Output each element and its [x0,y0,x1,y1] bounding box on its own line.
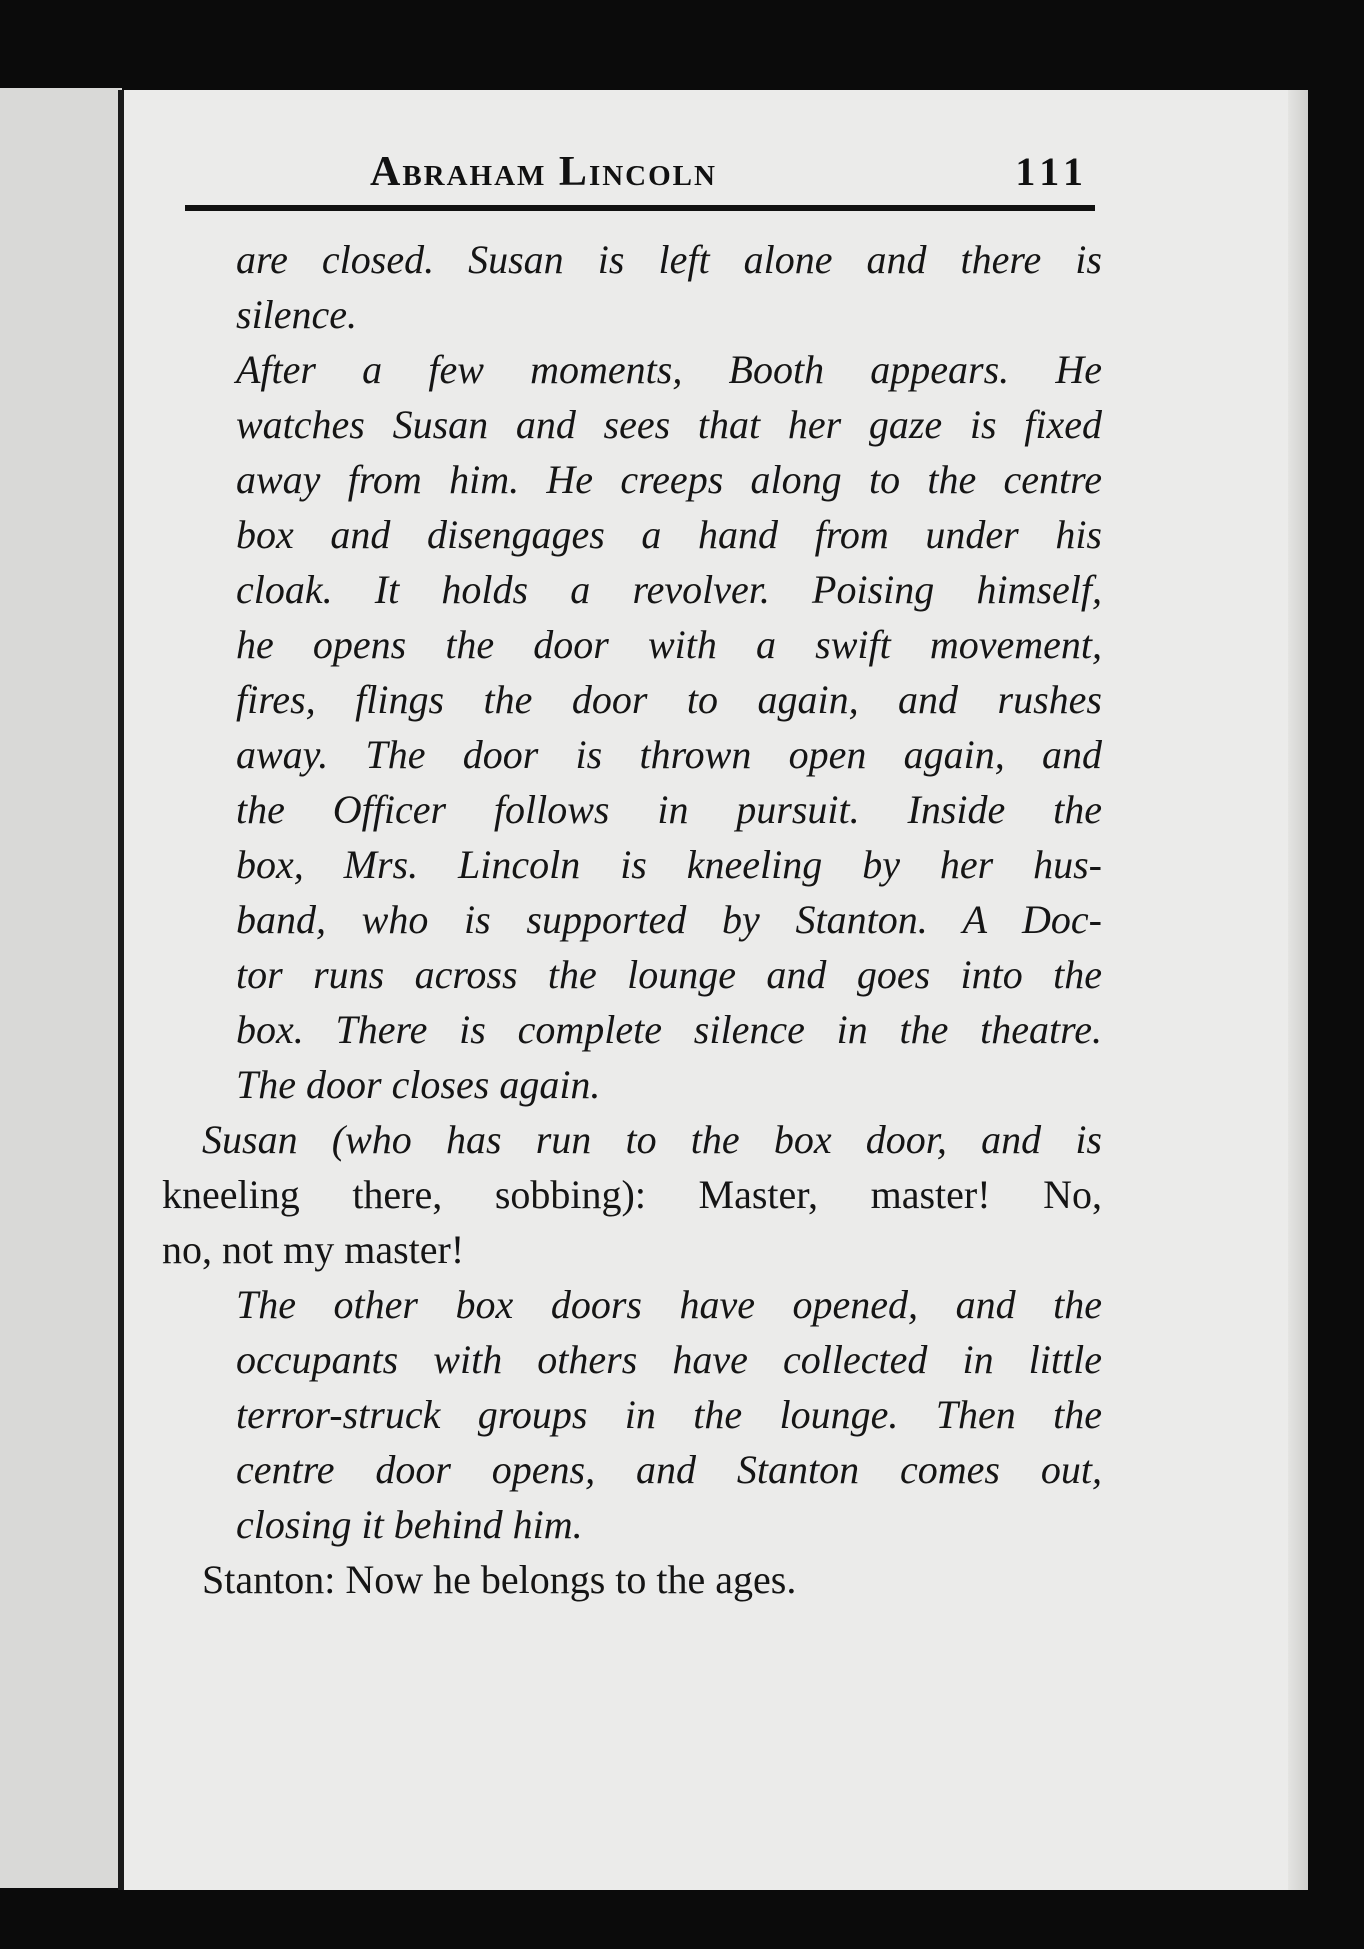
text-line: watches Susan and sees that her gaze is fixed [236,402,1102,447]
text-line: the Officer follows in pursuit. Inside the [236,787,1102,832]
page-edge [1288,90,1308,1890]
text-line: are closed. Susan is left alone and there is [236,237,1102,282]
text-line: kneeling there, sobbing): Master, master! No, [162,1172,1102,1217]
text-line: After a few moments, Booth appears. He [236,347,1102,392]
text-line: occupants with others have collected in little [236,1337,1102,1382]
text-line: he opens the door with a swift movement, [236,622,1102,667]
text-line: Susan (who has run to the box door, and is [202,1117,1102,1162]
stage-direction [162,232,1102,342]
stage-direction [162,342,1102,1112]
stage-direction [162,1277,1102,1552]
text-line: cloak. It holds a revolver. Poising himself, [236,567,1102,612]
text-line: silence. [236,292,358,337]
text-line: box and disengages a hand from under his [236,512,1102,557]
speech-susan [162,1112,1102,1277]
text-line: centre door opens, and Stanton comes out, [236,1447,1102,1492]
facing-page-edge [0,88,122,1888]
text-line: closing it behind him. [236,1502,583,1547]
text-line: tor runs across the lounge and goes into the [236,952,1102,997]
running-title: Abraham Lincoln [370,149,717,195]
text-line: no, not my master! [162,1227,465,1272]
text-line: box. There is complete silence in the theatre. [236,1007,1102,1052]
text-line: The door closes again. [236,1062,601,1107]
text-line: away from him. He creeps along to the centre [236,457,1102,502]
text-line: box, Mrs. Lincoln is kneeling by her hus- [236,842,1102,887]
header-rule [185,205,1095,211]
text-line: band, who is supported by Stanton. A Doc- [236,897,1102,942]
page-number: 111 [1015,149,1089,194]
text-line: The other box doors have opened, and the [236,1282,1102,1327]
speech-stanton [162,1552,1102,1607]
text-line: Stanton: Now he belongs to the ages. [202,1557,797,1602]
page-header [185,148,1095,208]
text-line: terror-struck groups in the lounge. Then the [236,1392,1102,1437]
page-text [162,232,1102,1607]
text-line: away. The door is thrown open again, and [236,732,1102,777]
text-line: fires, flings the door to again, and rushes [236,677,1102,722]
